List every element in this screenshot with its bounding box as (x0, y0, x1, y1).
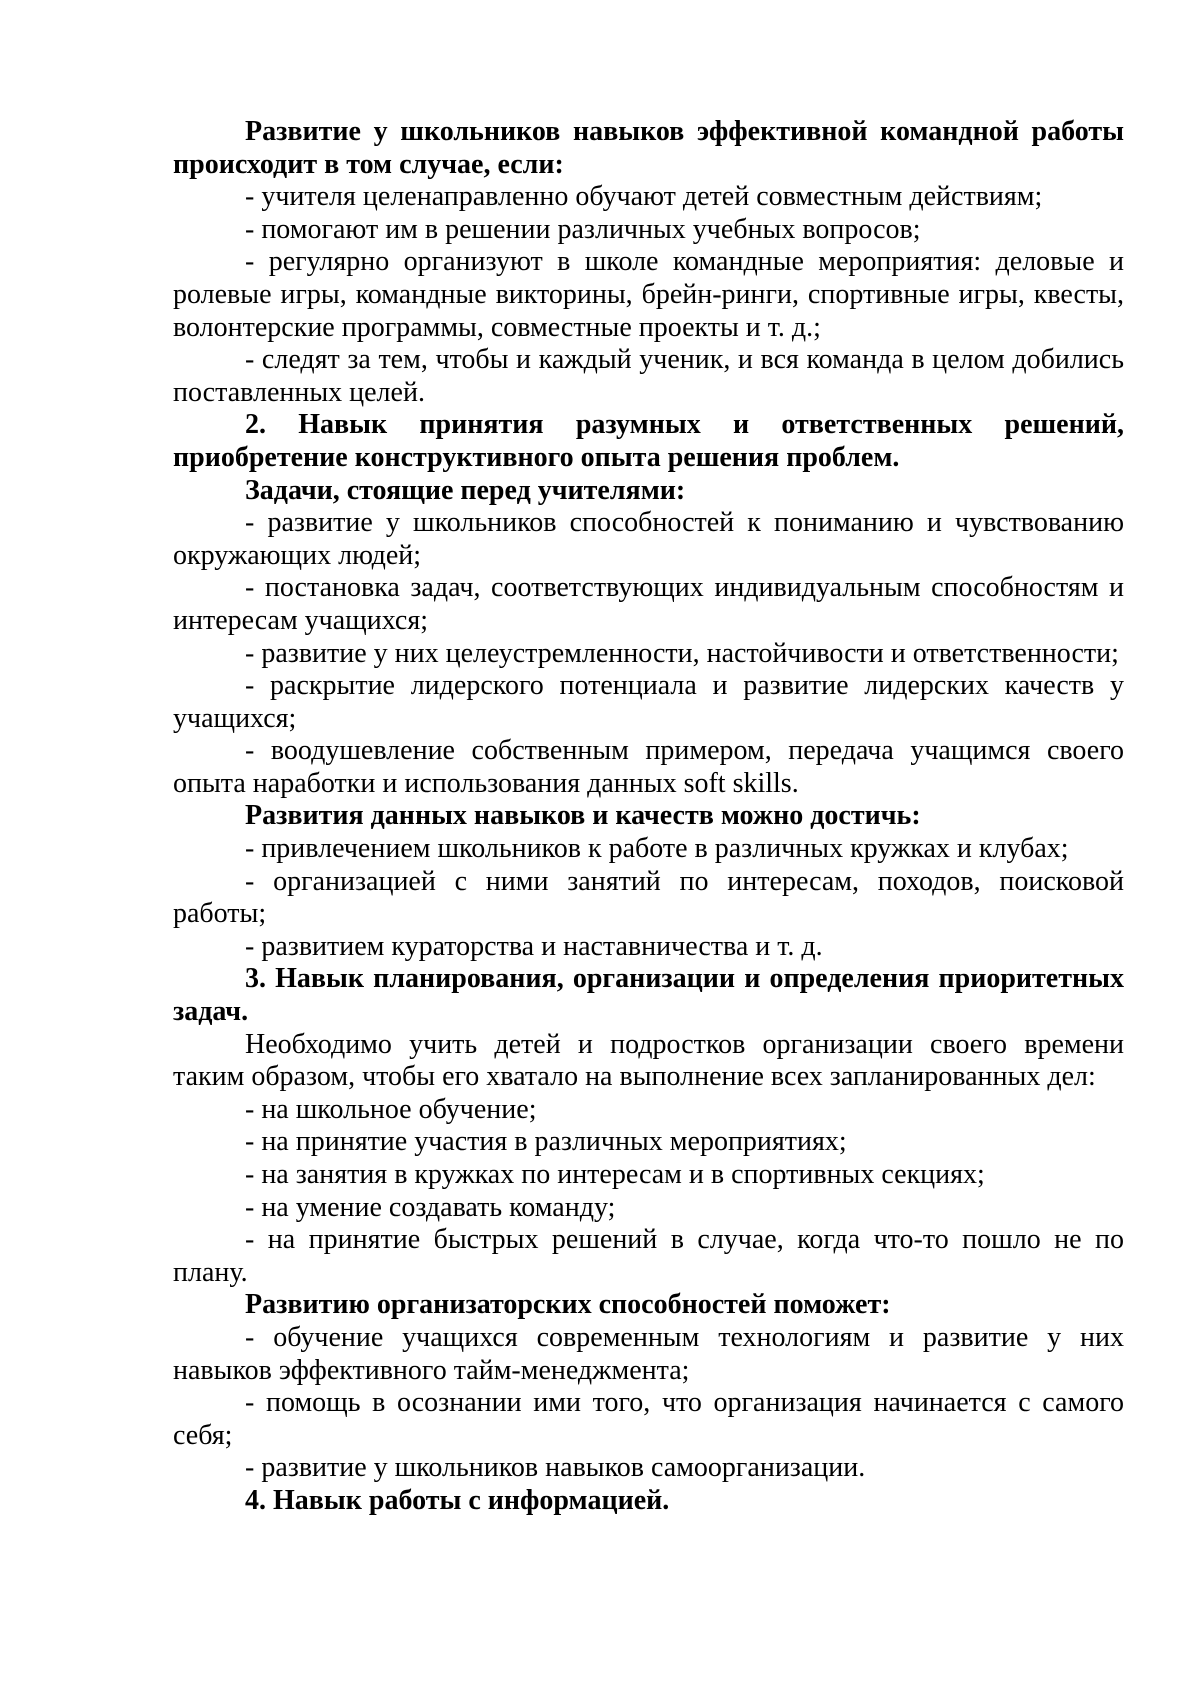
section-heading: 4. Навык работы с информацией. (245, 1484, 670, 1516)
paragraph: - на умение создавать команду; (245, 1191, 616, 1223)
paragraph: - помощь в осознании ими того, что организация начинается с самого себя; (173, 1387, 1124, 1451)
paragraph: - на школьное обучение; (245, 1093, 537, 1125)
paragraph: - на занятия в кружках по интересам и в спортивных секциях; (245, 1159, 985, 1190)
document-body (173, 116, 1124, 1518)
paragraph-heading: Развитию организаторских способностей поможет: (245, 1289, 891, 1321)
paragraph-heading: Задачи, стоящие перед учителями: (245, 474, 686, 506)
paragraph: - постановка задач, соответствующих индивидуальным способностям и интересам учащихся; (173, 572, 1124, 636)
paragraph: - учителя целенаправленно обучают детей совместным действиям; (245, 181, 1043, 213)
paragraph-heading: Развития данных навыков и качеств можно достичь: (245, 800, 921, 832)
paragraph: - организацией с ними занятий по интересам, походов, поисковой работы; (173, 865, 1124, 930)
paragraph: - регулярно организуют в школе командные мероприятия: деловые и ролевые игры, командные викторины, брейн-ринги, спортивные игры, квесты, волонтерские программы, совместные проекты и т. д.; (173, 246, 1124, 343)
paragraph-heading: Развитие у школьников навыков эффективной командной работы происходит в том случае, если: (173, 116, 1124, 180)
paragraph: - развитие у школьников способностей к пониманию и чувствованию окружающих людей; (173, 507, 1124, 571)
paragraph: - на принятие быстрых решений в случае, когда что-то пошло не по плану. (173, 1224, 1124, 1288)
paragraph: - воодушевление собственным примером, передача учащимся своего опыта наработки и использования данных soft skills. (173, 735, 1124, 799)
paragraph: - развитие у школьников навыков самоорганизации. (245, 1452, 866, 1484)
paragraph: - обучение учащихся современным технологиям и развитие у них навыков эффективного тайм-менеджмента; (173, 1321, 1124, 1386)
paragraph: - следят за тем, чтобы и каждый ученик, и вся команда в целом добились поставленных целей. (173, 344, 1124, 408)
paragraph: - привлечением школьников к работе в различных кружках и клубах; (245, 833, 1069, 865)
section-heading: 2. Навык принятия разумных и ответственных решений, приобретение конструктивного опыта решения проблем. (173, 409, 1124, 473)
paragraph: - развитием кураторства и наставничества и т. д. (245, 930, 823, 962)
paragraph: - помогают им в решении различных учебных вопросов; (245, 213, 921, 245)
paragraph: - на принятие участия в различных мероприятиях; (245, 1126, 847, 1158)
paragraph: Необходимо учить детей и подростков организации своего времени таким образом, чтобы его хватало на выполнение всех запланированных дел: (173, 1028, 1124, 1093)
paragraph: - раскрытие лидерского потенциала и развитие лидерских качеств у учащихся; (173, 670, 1124, 734)
paragraph: - развитие у них целеустремленности, настойчивости и ответственности; (245, 637, 1119, 669)
section-heading: 3. Навык планирования, организации и определения приоритетных задач. (173, 963, 1124, 1028)
